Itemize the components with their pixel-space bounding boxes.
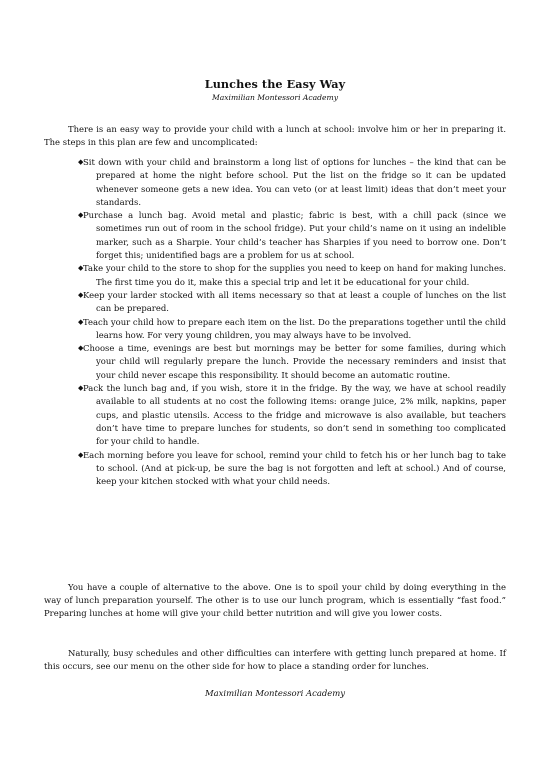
list-item [78,209,506,262]
intro-paragraph: There is an easy way to provide your child with a lunch at school: involve him or her in preparing it. The steps in this plan are few and uncomplicated: [44,124,506,147]
list-item [78,289,506,316]
footer-academy-name: Maximilian Montessori Academy [204,688,346,698]
list-item [78,316,506,343]
difficulties-paragraph: Naturally, busy schedules and other difficulties can interfere with getting lunch prepared at home. If this occurs, see our menu on the other side for how to place a standing order for lunches. [44,648,506,671]
diamond-bullet-icon: ◆ [78,450,84,459]
alternatives-paragraph: You have a couple of alternative to the above. One is to spoil your child by doing everything in the way of lunch preparation yourself. The other is to use our lunch program, which is essentially “fast food.” Preparing lunches at home will give your child better nutrition and will give you lower costs. [44,582,506,618]
diamond-bullet-icon: ◆ [78,158,84,166]
list-item-text: Keep your larder stocked with all items necessary so that at least a couple of lunches on the list can be prepared. [83,289,506,314]
diamond-bullet-icon: ◆ [78,317,84,326]
diamond-bullet-icon: ◆ [78,384,84,393]
diamond-bullet-icon: ◆ [78,344,84,353]
list-item-text: Choose a time, evenings are best but mornings may be better for some families, during which your child will regularly prepare the lunch. Provide the necessary reminders and insist that your child never escape this responsibility. It should become an automatic routine. [83,343,506,380]
list-item-text: Teach your child how to prepare each item on the list. Do the preparations together until the child learns how. For very young children, you may always have to be involved. [83,316,506,340]
list-item-text: Take your child to the store to shop for the supplies you need to keep on hand for making lunches. The first time you do it, make this a special trip and let it be educational for your child. [83,263,506,287]
diamond-bullet-icon: ◆ [78,290,84,299]
list-item [78,342,506,382]
list-item-text: Sit down with your child and brainstorm a long list of options for lunches – the kind that can be prepared at home the night before school. Put the list on the fridge so it can be updated whenever someone gets a new idea. You can veto (or at least limit) ideas that don’t meet your standards. [83,157,506,207]
diamond-bullet-icon: ◆ [78,264,84,273]
steps-list [78,156,506,488]
list-item-text: Pack the lunch bag and, if you wish, store it in the fridge. By the way, we have at school readily available to all students at no cost the following items: orange juice, 2% milk, napkins, paper cups, and plastic utensils. Access to the fridge and microwave is also available, but teachers don’t have time to prepare lunches for students, so don’t send in something too complicated for your child to handle. [83,383,506,447]
list-item [78,156,506,209]
page-subtitle: Maximilian Montessori Academy [211,93,339,102]
list-item [78,449,506,489]
list-item-text: Purchase a lunch bag. Avoid metal and plastic; fabric is best, with a chill pack (since we sometimes run out of room in the school fridge). Put your child’s name on it using an indelible marker, such as a Sharpie. Your child’s teacher has Sharpies if you need to borrow one. Don’t forget this; unidentified bags are a problem for us at school. [83,210,506,261]
list-item [78,262,506,289]
diamond-bullet-icon: ◆ [78,211,84,220]
list-item-text: Each morning before you leave for school, remind your child to fetch his or her lunch bag to take to school. (And at pick-up, be sure the bag is not forgotten and left at school.) And of course, keep your kitchen stocked with what your child needs. [83,449,506,487]
list-item [78,382,506,448]
page-title: Lunches the Easy Way [204,77,346,91]
